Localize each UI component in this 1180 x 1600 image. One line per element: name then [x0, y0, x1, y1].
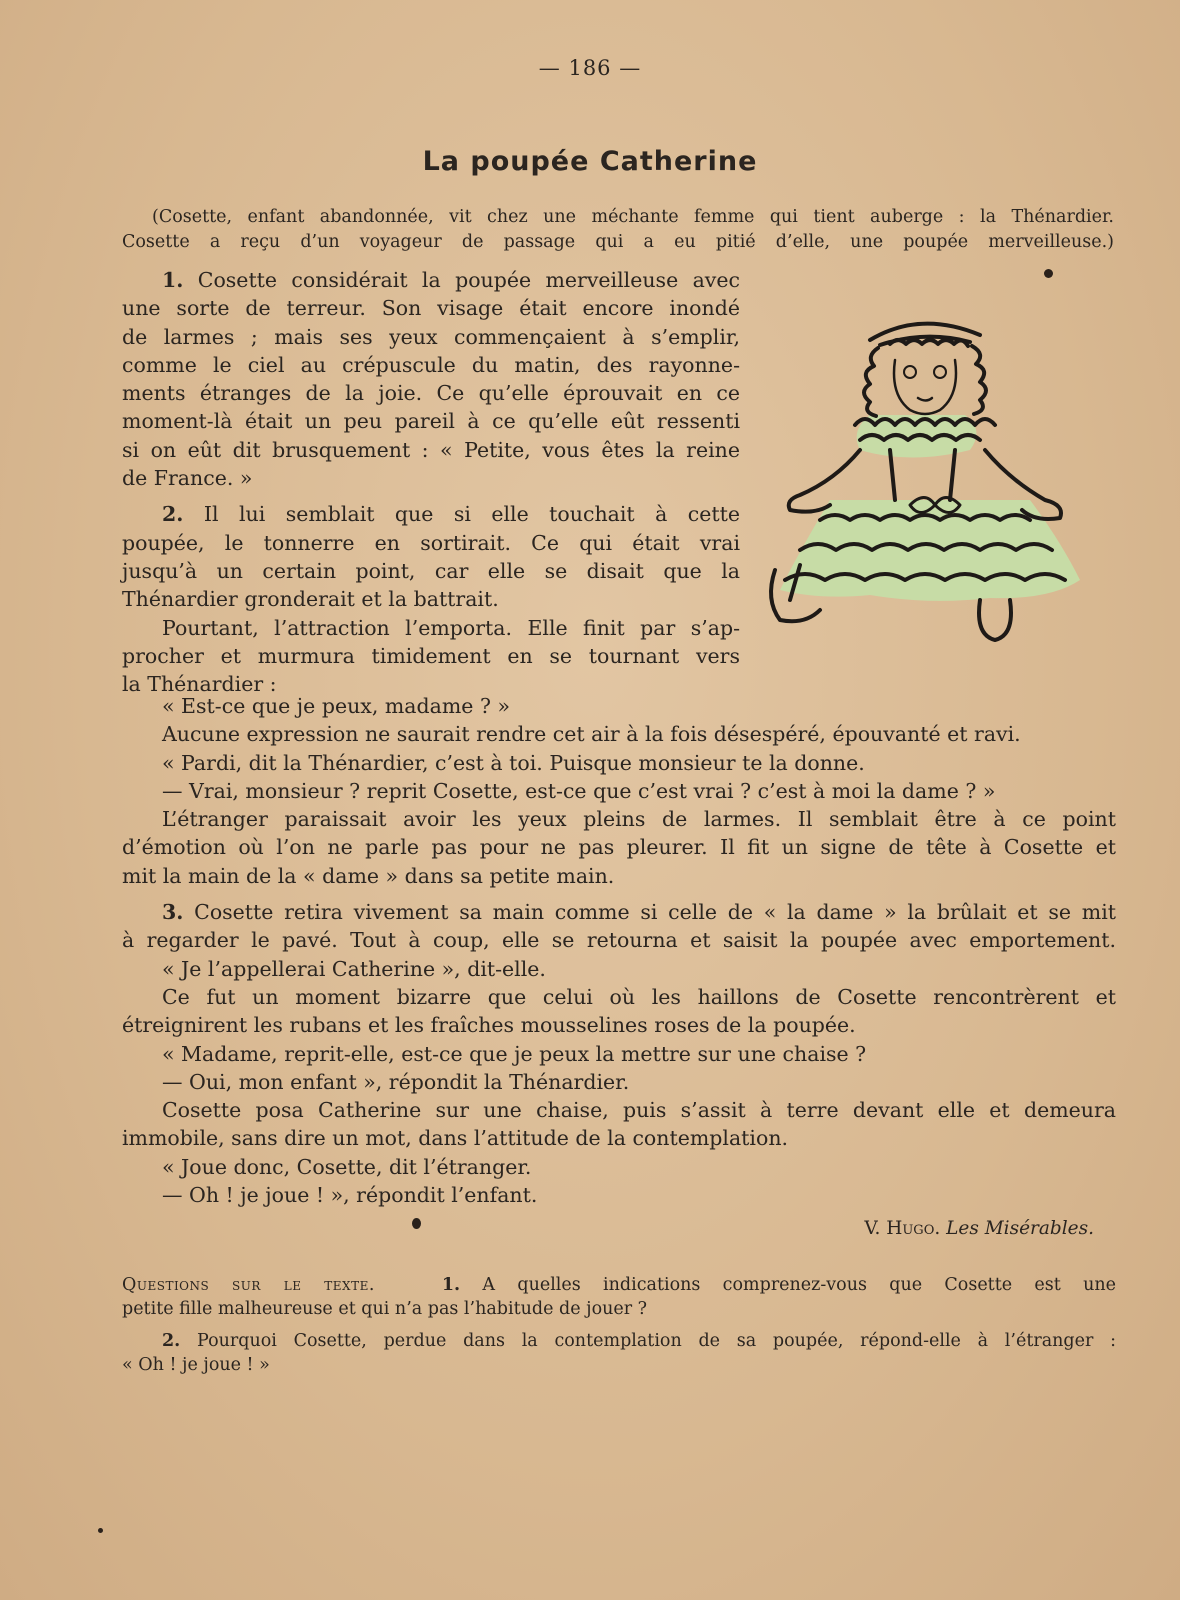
- text-line: [122, 464, 740, 492]
- line-text: « Je l’appellerai Catherine », dit-elle.: [162, 956, 546, 981]
- paragraph-gap: [122, 890, 1116, 898]
- ink-speck: [412, 1218, 421, 1229]
- line-text: mit la main de la « dame » dans sa petite main.: [122, 863, 615, 888]
- page-number: — 186 —: [538, 56, 642, 80]
- question-number: 2.: [162, 1331, 181, 1351]
- line-text: une sorte de terreur. Son visage était encore inondé: [122, 296, 740, 321]
- question-2: [122, 1329, 1116, 1353]
- line-text: étreignirent les rubans et les fraîches mousselines roses de la poupée.: [122, 1013, 856, 1038]
- line-text: « Est-ce que je peux, madame ? »: [162, 694, 511, 718]
- text-line: [122, 1181, 1116, 1209]
- attribution: [864, 1218, 1094, 1239]
- author-name: V. Hugo.: [864, 1218, 941, 1239]
- ink-speck: [98, 1528, 103, 1533]
- text-line: [122, 294, 740, 322]
- line-text: moment-là était un peu pareil à ce qu’elle eût ressenti: [122, 409, 740, 434]
- ink-speck: [1044, 269, 1053, 278]
- question-1-cont: petite fille malheureuse et qui n’a pas l’habitude de jouer ?: [122, 1299, 648, 1319]
- text-line: [122, 1124, 1116, 1152]
- line-text: poupée, le tonnerre en sortirait. Ce qui était vrai: [122, 530, 740, 555]
- questions-heading: Questions sur le texte.: [122, 1275, 375, 1295]
- text-line: [122, 749, 1116, 777]
- text-line: [122, 1011, 1116, 1039]
- text-line: [122, 614, 740, 642]
- wide-column-text: [122, 692, 1116, 1209]
- line-text: d’émotion où l’on ne parle pas pour ne pas pleurer. Il fit un signe de tête à Cosette et: [122, 835, 1116, 860]
- text-line: [122, 407, 740, 435]
- line-text: jusqu’à un certain point, car elle se disait que la: [122, 558, 740, 583]
- text-line: [122, 529, 740, 557]
- intro-line: Cosette a reçu d’un voyageur de passage qui a eu pitié d’elle, une poupée merveilleuse.): [122, 232, 1114, 252]
- intro-line: (Cosette, enfant abandonnée, vit chez une méchante femme qui tient auberge : la Thénardier.: [152, 207, 1114, 227]
- line-text: immobile, sans dire un mot, dans l’attitude de la contemplation.: [122, 1126, 789, 1151]
- text-line: [122, 926, 1116, 954]
- text-line: [122, 266, 740, 294]
- question-number: 1.: [441, 1275, 461, 1295]
- page-title: La poupée Catherine: [422, 146, 758, 177]
- line-text: Cosette retira vivement sa main comme si celle de « la dame » la brûlait et se mit: [183, 900, 1116, 925]
- line-text: Aucune expression ne saurait rendre cet air à la fois désespéré, épouvanté et ravi.: [162, 722, 1021, 747]
- paragraph-number: 2.: [162, 502, 184, 527]
- line-text: procher et murmura timidement en se tournant vers: [122, 643, 740, 668]
- paragraph-gap: [122, 492, 740, 500]
- line-text: Thénardier gronderait et la battrait.: [122, 587, 499, 612]
- paragraph-number: 1.: [162, 268, 184, 292]
- question-2-cont: « Oh ! je joue ! »: [122, 1355, 270, 1375]
- text-line: [122, 777, 1116, 805]
- line-text: si on eût dit brusquement : « Petite, vous êtes la reine: [122, 437, 740, 462]
- text-line: [122, 323, 740, 351]
- line-text: — Vrai, monsieur ? reprit Cosette, est-ce que c’est vrai ? c’est à moi la dame ? »: [162, 778, 996, 803]
- line-text: « Joue donc, Cosette, dit l’étranger.: [162, 1154, 532, 1179]
- text-line: [122, 642, 740, 670]
- text-line: [122, 351, 740, 379]
- questions-section: [122, 1273, 1116, 1377]
- line-text: « Madame, reprit-elle, est-ce que je peux la mettre sur une chaise ?: [162, 1041, 867, 1066]
- line-text: Cosette considérait la poupée merveilleuse avec: [183, 268, 740, 292]
- text-line: [122, 1096, 1116, 1124]
- intro-note: [122, 205, 1114, 255]
- line-text: de larmes ; mais ses yeux commençaient à s’emplir,: [122, 324, 740, 349]
- line-text: la Thénardier :: [122, 672, 277, 697]
- text-line: [122, 805, 1116, 833]
- text-line: [122, 557, 740, 585]
- line-text: — Oh ! je joue ! », répondit l’enfant.: [162, 1183, 538, 1208]
- text-line: [122, 1040, 1116, 1068]
- line-text: « Pardi, dit la Thénardier, c’est à toi. Puisque monsieur te la donne.: [162, 750, 865, 775]
- text-line: [122, 585, 740, 613]
- text-line: [122, 379, 740, 407]
- text-line: [122, 983, 1116, 1011]
- narrow-column-text: [122, 266, 740, 698]
- text-line: [122, 692, 1116, 720]
- text-line: [122, 436, 740, 464]
- text-line: [122, 898, 1116, 926]
- line-text: Cosette posa Catherine sur une chaise, puis s’assit à terre devant elle et demeura: [162, 1098, 1116, 1123]
- text-line: [122, 1153, 1116, 1181]
- doll-illustration: [760, 300, 1100, 650]
- text-line: [122, 833, 1116, 861]
- question-1: [122, 1273, 1116, 1297]
- line-text: ments étranges de la joie. Ce qu’elle éprouvait en ce: [122, 381, 740, 406]
- line-text: comme le ciel au crépuscule du matin, des rayonne-: [122, 352, 740, 377]
- line-text: Il lui semblait que si elle touchait à cette: [183, 502, 740, 527]
- line-text: — Oui, mon enfant », répondit la Thénardier.: [162, 1069, 630, 1094]
- text-line: [122, 500, 740, 528]
- paragraph-number: 3.: [162, 900, 184, 925]
- text-line: [122, 862, 1116, 890]
- line-text: Ce fut un moment bizarre que celui où les haillons de Cosette rencontrèrent et: [162, 984, 1116, 1009]
- text-line: [122, 1068, 1116, 1096]
- line-text: à regarder le pavé. Tout à coup, elle se retourna et saisit la poupée avec emportement.: [122, 928, 1116, 953]
- line-text: L’étranger paraissait avoir les yeux pleins de larmes. Il semblait être à ce point: [162, 807, 1116, 832]
- text-line: [122, 955, 1116, 983]
- work-title: Les Misérables.: [946, 1218, 1094, 1239]
- question-text: A quelles indications comprenez-vous que Cosette est une: [460, 1275, 1116, 1295]
- question-text: Pourquoi Cosette, perdue dans la contemplation de sa poupée, répond-elle à l’étranger :: [180, 1331, 1116, 1351]
- line-text: de France. »: [122, 466, 253, 491]
- text-line: [122, 720, 1116, 748]
- line-text: Pourtant, l’attraction l’emporta. Elle finit par s’ap-: [162, 615, 740, 640]
